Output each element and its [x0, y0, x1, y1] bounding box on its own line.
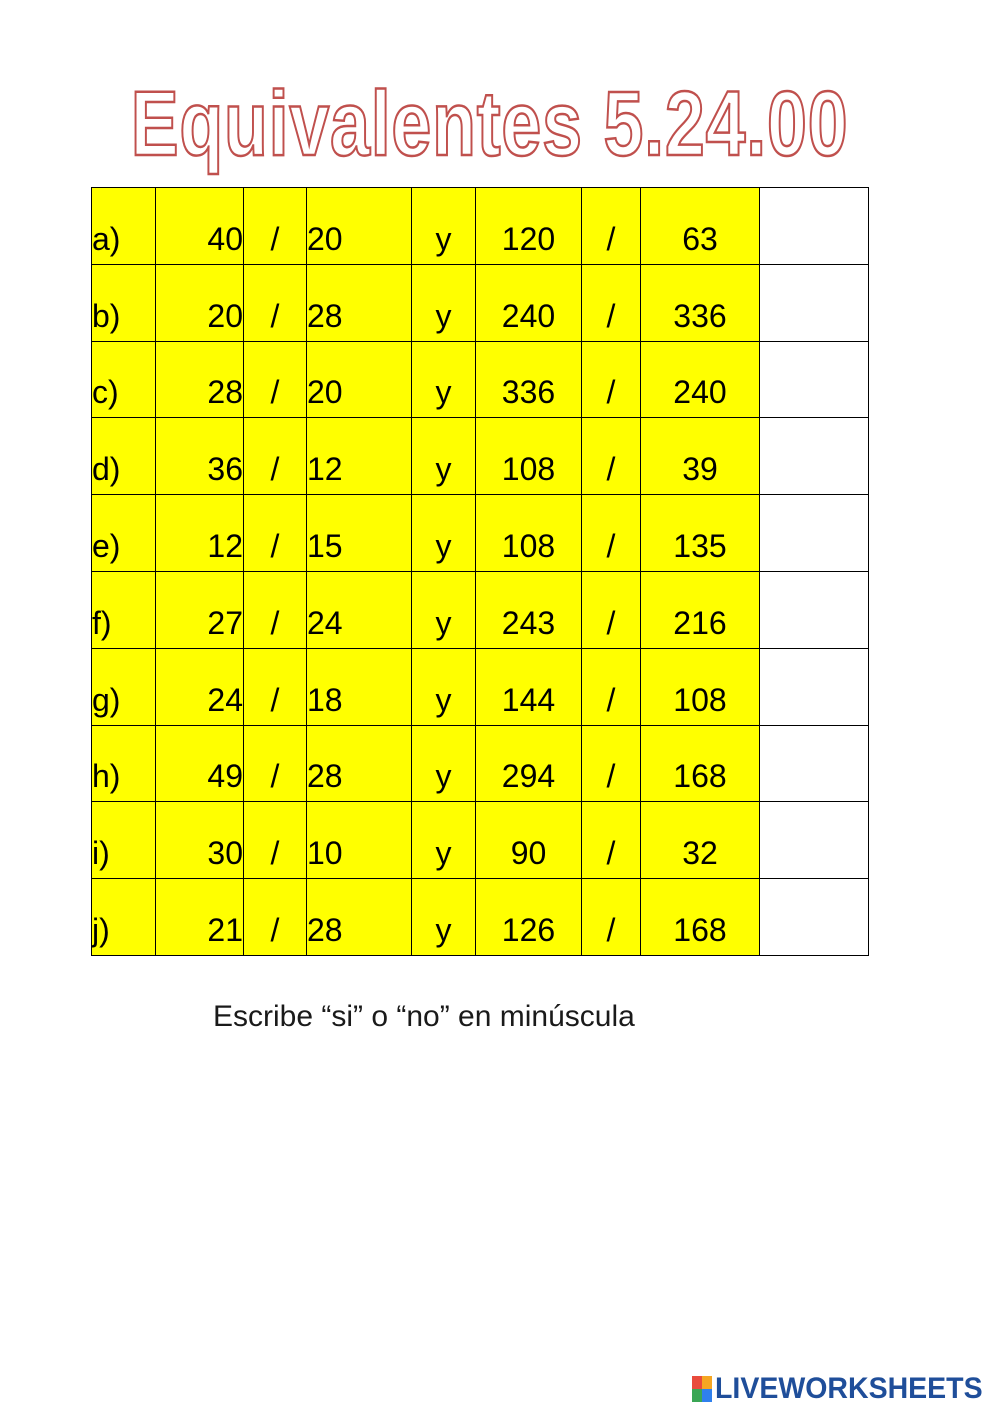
answer-cell: [760, 188, 869, 265]
answer-input[interactable]: [760, 879, 868, 949]
fraction2-slash: /: [582, 341, 641, 418]
fraction2-denominator: 336: [641, 264, 760, 341]
answer-input[interactable]: [760, 265, 868, 335]
fraction1-numerator: 30: [156, 802, 244, 879]
table-row: [92, 188, 869, 265]
item-label: i): [92, 802, 156, 879]
answer-input[interactable]: [760, 342, 868, 412]
item-label: b): [92, 264, 156, 341]
answer-cell: [760, 418, 869, 495]
answer-input[interactable]: [760, 726, 868, 796]
fraction1-numerator: 36: [156, 418, 244, 495]
fraction2-denominator: 39: [641, 418, 760, 495]
answer-cell: [760, 648, 869, 725]
conjunction: y: [412, 418, 476, 495]
fraction1-slash: /: [244, 725, 307, 802]
fraction1-numerator: 24: [156, 648, 244, 725]
table-row: [92, 341, 869, 418]
conjunction: y: [412, 341, 476, 418]
fraction1-numerator: 28: [156, 341, 244, 418]
fraction1-slash: /: [244, 341, 307, 418]
answer-cell: [760, 802, 869, 879]
fraction1-denominator: 24: [307, 571, 412, 648]
fraction2-numerator: 243: [476, 571, 582, 648]
table-body: [92, 188, 869, 956]
fraction1-denominator: 20: [307, 341, 412, 418]
fraction2-slash: /: [582, 264, 641, 341]
conjunction: y: [412, 188, 476, 265]
table-row: [92, 879, 869, 956]
fraction1-numerator: 49: [156, 725, 244, 802]
instruction-text: Escribe “si” o “no” en minúscula: [213, 1000, 635, 1033]
item-label: a): [92, 188, 156, 265]
fraction2-numerator: 108: [476, 495, 582, 572]
fraction2-denominator: 216: [641, 571, 760, 648]
fraction1-denominator: 28: [307, 879, 412, 956]
fraction1-numerator: 21: [156, 879, 244, 956]
fraction2-denominator: 135: [641, 495, 760, 572]
fraction2-denominator: 63: [641, 188, 760, 265]
item-label: d): [92, 418, 156, 495]
item-label: h): [92, 725, 156, 802]
fraction2-denominator: 108: [641, 648, 760, 725]
fraction1-slash: /: [244, 264, 307, 341]
fraction2-denominator: 32: [641, 802, 760, 879]
conjunction: y: [412, 879, 476, 956]
item-label: c): [92, 341, 156, 418]
logo-block-orange: [702, 1376, 712, 1389]
fraction2-numerator: 144: [476, 648, 582, 725]
fraction1-denominator: 28: [307, 725, 412, 802]
logo-block-green: [692, 1389, 702, 1402]
fraction1-numerator: 12: [156, 495, 244, 572]
brand-name: LIVEWORKSHEETS: [715, 1372, 983, 1405]
answer-cell: [760, 879, 869, 956]
logo-block-blue: [702, 1389, 712, 1402]
fraction1-slash: /: [244, 648, 307, 725]
table-row: [92, 495, 869, 572]
fraction2-denominator: 168: [641, 879, 760, 956]
fraction1-denominator: 20: [307, 188, 412, 265]
item-label: g): [92, 648, 156, 725]
brand-footer: [692, 1373, 997, 1405]
conjunction: y: [412, 648, 476, 725]
fraction2-numerator: 126: [476, 879, 582, 956]
fraction1-denominator: 18: [307, 648, 412, 725]
answer-input[interactable]: [760, 802, 868, 872]
answer-cell: [760, 264, 869, 341]
fraction2-slash: /: [582, 725, 641, 802]
table-row: [92, 571, 869, 648]
fraction2-numerator: 336: [476, 341, 582, 418]
fraction2-numerator: 90: [476, 802, 582, 879]
conjunction: y: [412, 571, 476, 648]
fraction1-slash: /: [244, 571, 307, 648]
fraction1-denominator: 10: [307, 802, 412, 879]
fraction2-slash: /: [582, 571, 641, 648]
table-row: [92, 264, 869, 341]
page-title: Equivalentes 5.24.00: [130, 73, 849, 175]
liveworksheets-logo-icon: [692, 1376, 712, 1402]
conjunction: y: [412, 495, 476, 572]
fraction2-denominator: 168: [641, 725, 760, 802]
fraction1-slash: /: [244, 879, 307, 956]
table-row: [92, 418, 869, 495]
fraction2-slash: /: [582, 495, 641, 572]
equivalence-table: [91, 187, 869, 956]
fraction1-slash: /: [244, 188, 307, 265]
fraction2-slash: /: [582, 802, 641, 879]
fraction2-slash: /: [582, 648, 641, 725]
fraction2-slash: /: [582, 188, 641, 265]
item-label: f): [92, 571, 156, 648]
fraction2-numerator: 240: [476, 264, 582, 341]
fraction1-denominator: 12: [307, 418, 412, 495]
answer-cell: [760, 495, 869, 572]
fraction1-denominator: 28: [307, 264, 412, 341]
answer-cell: [760, 571, 869, 648]
table-row: [92, 802, 869, 879]
answer-cell: [760, 341, 869, 418]
fraction2-denominator: 240: [641, 341, 760, 418]
fraction2-slash: /: [582, 879, 641, 956]
fraction1-slash: /: [244, 418, 307, 495]
fraction1-denominator: 15: [307, 495, 412, 572]
conjunction: y: [412, 264, 476, 341]
conjunction: y: [412, 725, 476, 802]
fraction2-numerator: 294: [476, 725, 582, 802]
fraction2-numerator: 108: [476, 418, 582, 495]
fraction2-slash: /: [582, 418, 641, 495]
logo-block-red: [692, 1376, 702, 1389]
answer-input[interactable]: [760, 649, 868, 719]
fraction1-numerator: 27: [156, 571, 244, 648]
item-label: j): [92, 879, 156, 956]
answer-cell: [760, 725, 869, 802]
answer-input[interactable]: [760, 495, 868, 565]
table-row: [92, 725, 869, 802]
item-label: e): [92, 495, 156, 572]
conjunction: y: [412, 802, 476, 879]
answer-input[interactable]: [760, 418, 868, 488]
answer-input[interactable]: [760, 188, 868, 258]
fraction1-slash: /: [244, 495, 307, 572]
fraction1-numerator: 20: [156, 264, 244, 341]
fraction1-slash: /: [244, 802, 307, 879]
fraction1-numerator: 40: [156, 188, 244, 265]
table-row: [92, 648, 869, 725]
fraction2-numerator: 120: [476, 188, 582, 265]
answer-input[interactable]: [760, 572, 868, 642]
